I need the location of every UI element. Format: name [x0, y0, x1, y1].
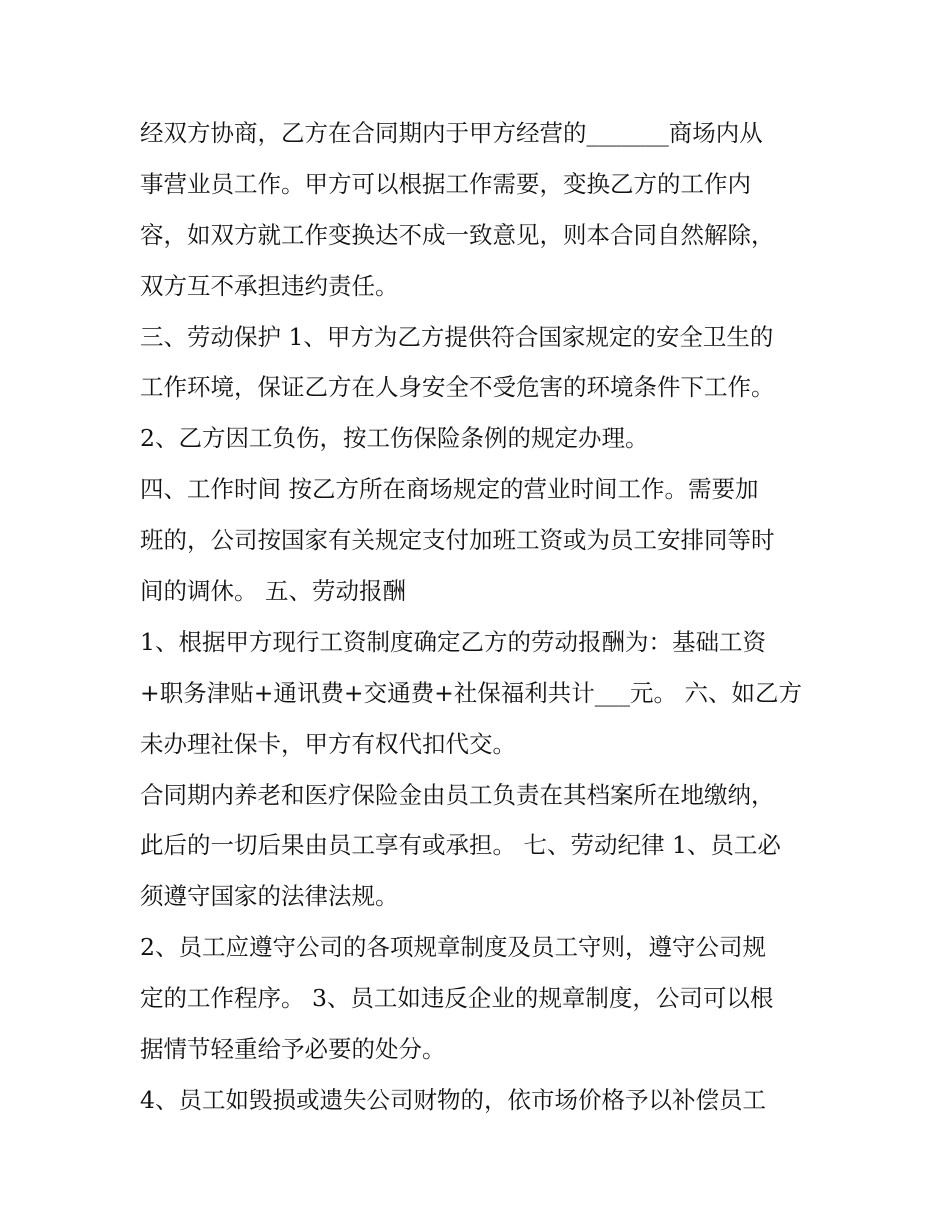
text-line: 未办理社保卡，甲方有权代扣代交。 — [140, 729, 516, 758]
text-line: 合同期内养老和医疗保险金由员工负责在其档案所在地缴纳， — [140, 780, 775, 809]
text-line: 定的工作程序。 3、员工如违反企业的规章制度，公司可以根 — [140, 984, 774, 1013]
text-line: 据情节轻重给予必要的处分。 — [140, 1035, 446, 1064]
text-line: 班的，公司按国家有关规定支付加班工资或为员工安排同等时 — [140, 526, 775, 555]
text-line: 须遵守国家的法律法规。 — [140, 882, 399, 911]
text-line: 四、工作时间 按乙方所在商场规定的营业时间工作。需要加 — [140, 475, 759, 504]
text-line: 2、员工应遵守公司的各项规章制度及员工守则，遵守公司规 — [140, 933, 766, 962]
text-line: +职务津贴+通讯费+交通费+社保福利共计___元。 六、如乙方 — [140, 678, 802, 707]
text-line: 经双方协商，乙方在合同期内于甲方经营的_______商场内从 — [140, 119, 763, 147]
text-line: 工作环境，保证乙方在人身安全不受危害的环境条件下工作。 — [140, 373, 775, 402]
text-line: 容，如双方就工作变换达不成一致意见，则本合同自然解除， — [140, 220, 775, 249]
text-line: 双方互不承担违约责任。 — [140, 271, 399, 300]
text-line: 2、乙方因工负伤，按工伤保险条例的规定办理。 — [140, 424, 649, 453]
text-line: 三、劳动保护 1、甲方为乙方提供符合国家规定的安全卫生的 — [140, 322, 774, 351]
text-line: 4、员工如毁损或遗失公司财物的，依市场价格予以补偿员工 — [140, 1085, 766, 1114]
text-line: 间的调休。 五、劳动报酬 — [140, 577, 406, 606]
text-line: 此后的一切后果由员工享有或承担。 七、劳动纪律 1、员工必 — [140, 831, 781, 860]
text-line: 事营业员工作。甲方可以根据工作需要，变换乙方的工作内 — [140, 169, 751, 198]
contract-text — [140, 108, 830, 1126]
text-line: 1、根据甲方现行工资制度确定乙方的劳动报酬为：基础工资 — [140, 627, 766, 656]
